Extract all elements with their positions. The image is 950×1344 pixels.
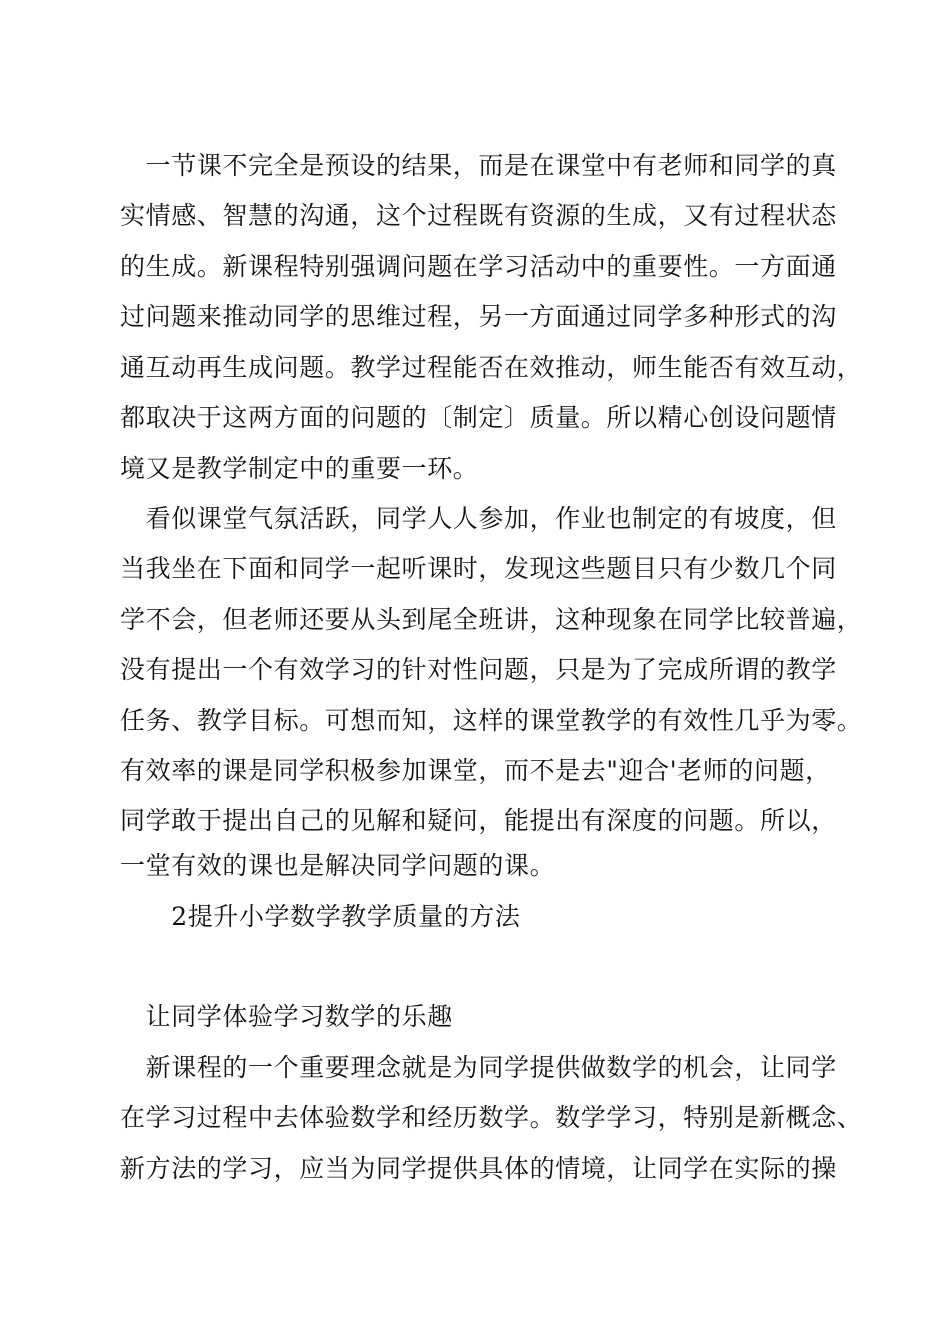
paragraph-1-line-3: 的生成。新课程特别强调问题在学习活动中的重要性。一方面通 bbox=[120, 252, 837, 281]
paragraph-2-line-8: 一堂有效的课也是解决同学问题的课。 bbox=[120, 851, 556, 880]
paragraph-2-line-2: 当我坐在下面和同学一起听课时，发现这些题目只有少数几个同 bbox=[120, 554, 837, 583]
subheading: 让同学体验学习数学的乐趣 bbox=[120, 1002, 453, 1031]
paragraph-1-line-2: 实情感、智慧的沟通，这个过程既有资源的生成，又有过程状态 bbox=[120, 201, 837, 230]
paragraph-3-line-1: 新课程的一个重要理念就是为同学提供做数学的机会，让同学 bbox=[120, 1053, 837, 1082]
section-heading: 2提升小学数学教学质量的方法 bbox=[120, 902, 521, 931]
paragraph-3-line-2: 在学习过程中去体验数学和经历数学。数学学习，特别是新概念、 bbox=[120, 1103, 863, 1132]
paragraph-2-line-4: 没有提出一个有效学习的针对性问题，只是为了完成所谓的教学 bbox=[120, 655, 837, 684]
paragraph-3-line-3: 新方法的学习，应当为同学提供具体的情境，让同学在实际的操 bbox=[120, 1154, 837, 1183]
paragraph-1-line-6: 都取决于这两方面的问题的〔制定〕质量。所以精心创设问题情 bbox=[120, 403, 837, 432]
paragraph-2-line-6: 有效率的课是同学积极参加课堂，而不是去"迎合'老师的问题， bbox=[120, 756, 831, 785]
paragraph-2-line-1: 看似课堂气氛活跃，同学人人参加，作业也制定的有坡度，但 bbox=[120, 504, 837, 533]
paragraph-1-line-4: 过问题来推动同学的思维过程，另一方面通过同学多种形式的沟 bbox=[120, 302, 837, 331]
paragraph-1-line-1: 一节课不完全是预设的结果，而是在课堂中有老师和同学的真 bbox=[120, 151, 837, 180]
paragraph-2-line-7: 同学敢于提出自己的见解和疑问，能提出有深度的问题。所以， bbox=[120, 806, 837, 835]
paragraph-1-line-7: 境又是教学制定中的重要一环。 bbox=[120, 454, 479, 483]
paragraph-2-line-3: 学不会，但老师还要从头到尾全班讲，这种现象在同学比较普遍， bbox=[120, 605, 863, 634]
paragraph-1-line-5: 通互动再生成问题。教学过程能否在效推动，师生能否有效互动， bbox=[120, 353, 863, 382]
paragraph-2-line-5: 任务、教学目标。可想而知，这样的课堂教学的有效性几乎为零。 bbox=[120, 706, 863, 735]
